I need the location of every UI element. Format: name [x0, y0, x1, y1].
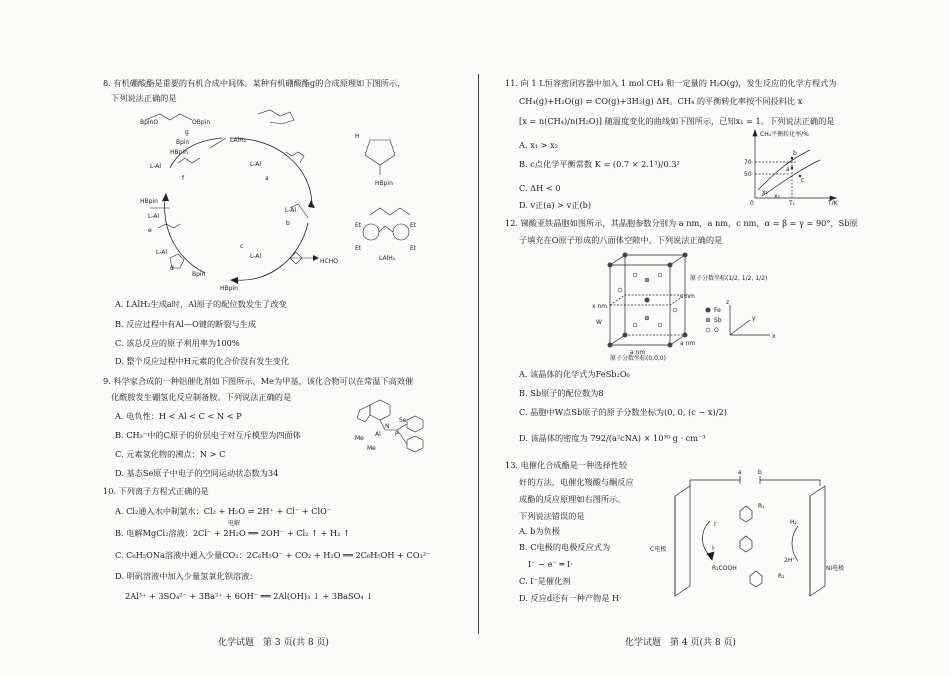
svg-text:Et: Et: [355, 245, 362, 252]
q11-option-a: A. x₁ > x₂: [519, 140, 558, 150]
svg-text:Et: Et: [355, 222, 362, 229]
q12-option-d: D. 该晶体的密度为 792/(a²cNA) × 10³⁰ g · cm⁻³: [519, 433, 706, 443]
q10-option-b: B. 电解MgCl₂溶液：2Cl⁻ + 2H₂O ══ 2OH⁻ + Cl₂ ↑ + H₂ ↑: [115, 528, 350, 538]
svg-text:Sb: Sb: [714, 317, 722, 324]
q9-option-c: C. 元素氢化物的沸点：N > C: [115, 449, 226, 459]
q9-option-a: A. 电负性：H < Al < C < N < P: [115, 411, 242, 421]
q8-option-b: B. 反应过程中有Al—O键的断裂与生成: [115, 319, 257, 329]
svg-text:HBpin: HBpin: [220, 285, 238, 292]
svg-text:Me: Me: [355, 435, 364, 442]
svg-text:x nm: x nm: [592, 303, 608, 310]
svg-text:Fe: Fe: [714, 307, 721, 314]
q11-stem-line2: CH₄(g)+H₂O(g) ⇌ CO(g)+3H₂(g) ΔH。CH₄ 的平衡转化率按不同投料比 x: [519, 96, 803, 106]
q11-option-b: B. c点化学平衡常数 K = (0.7 × 2.1³)/0.3²: [519, 159, 680, 169]
q11-option-c: C. ΔH < 0: [519, 183, 561, 193]
q10-stem: 10. 下列离子方程式正确的是: [103, 486, 209, 496]
q8-option-c: C. 该总反应的原子利用率为100%: [115, 338, 240, 348]
svg-text:Me: Me: [367, 445, 376, 452]
svg-text:Bpin: Bpin: [192, 271, 206, 278]
svg-text:L-Al: L-Al: [156, 249, 168, 256]
q12-stem-line2: 子填充在O原子形成的八面体空隙中。下列说法正确的是: [519, 235, 723, 245]
q13-line4: 下列说法错误的是: [519, 511, 585, 521]
svg-text:L-Al: L-Al: [148, 213, 160, 220]
svg-text:HBpin: HBpin: [375, 180, 393, 187]
q12-stem-line1: 12. 锑酸亚铁晶胞如图所示，其晶胞参数分别为 a nm，a nm，c nm，α = β = γ = 90°，Sb原: [505, 218, 858, 228]
svg-text:T/K: T/K: [828, 200, 838, 207]
svg-text:b: b: [793, 150, 797, 157]
svg-text:y: y: [752, 315, 756, 322]
q9-stem-line2: 化酰胺发生硼氢化反应制备胺。下列说法正确的是: [111, 392, 292, 402]
svg-text:d: d: [170, 265, 174, 272]
svg-text:L-Al: L-Al: [150, 163, 162, 170]
q8-option-d: D. 整个反应过程中H元素的化合价没有发生变化: [115, 356, 290, 366]
svg-text:R₂COOH: R₂COOH: [712, 565, 737, 572]
svg-text:O: O: [714, 327, 719, 334]
svg-text:H₂: H₂: [790, 519, 797, 526]
svg-text:HCHO: HCHO: [320, 258, 338, 265]
svg-text:BpinO: BpinO: [140, 119, 159, 126]
svg-text:I⁻: I⁻: [714, 521, 719, 528]
svg-text:x₂: x₂: [774, 193, 780, 200]
svg-text:c: c: [240, 243, 244, 250]
q9-option-b: B. CH₃⁻中的C原子的价层电子对互斥模型为四面体: [115, 430, 301, 440]
svg-text:Et: Et: [410, 245, 417, 252]
svg-text:L-Al: L-Al: [285, 207, 297, 214]
svg-text:N: N: [385, 423, 390, 430]
q8-stem-line1: 8. 有机硼酸酯是重要的有机合成中间体。某种有机硼酸酯g的合成原理如下图所示，: [103, 78, 406, 88]
q8-catalytic-cycle-diagram: [140, 108, 360, 298]
page-divider: [478, 74, 479, 634]
svg-text:g: g: [185, 129, 189, 136]
q13-electrolysis-diagram: [650, 466, 850, 606]
svg-text:f: f: [182, 175, 185, 182]
q12-option-a: A. 该晶体的化学式为FeSb₂O₆: [519, 369, 630, 379]
q13-option-a: A. b为负极: [519, 526, 560, 536]
svg-text:Al: Al: [375, 431, 381, 438]
svg-text:c: c: [801, 177, 805, 184]
q13-option-b-eq: I⁻ − e⁻ ═ I·: [528, 559, 573, 569]
svg-text:a: a: [786, 166, 790, 173]
right-footer: 化学试题 第 4 页(共 8 页): [625, 638, 736, 648]
svg-text:0: 0: [750, 200, 754, 207]
svg-text:Ni电极: Ni电极: [826, 565, 845, 572]
svg-text:R₂: R₂: [778, 573, 785, 580]
q8-option-a: A. LAlH₂生成a时，Al原子的配位数发生了改变: [115, 299, 287, 309]
svg-text:2H⁺: 2H⁺: [784, 557, 796, 564]
q10-option-d-equation: 2Al³⁺ + 3SO₄²⁻ + 3Ba²⁺ + 6OH⁻ ══ 2Al(OH)₃ ↓ + 3BaSO₄ ↓: [125, 591, 374, 601]
q11-stem-line1: 11. 向 1 L恒容密闭容器中加入 1 mol CH₄ 和一定量的 H₂O(g)，发生反应的化学方程式为: [505, 78, 837, 88]
svg-text:Se: Se: [399, 417, 407, 424]
svg-text:x: x: [772, 333, 776, 340]
svg-text:H: H: [355, 133, 360, 140]
q9-catalyst-structure: [355, 400, 435, 470]
svg-text:L-Al: L-Al: [250, 161, 262, 168]
svg-text:b: b: [758, 469, 762, 476]
svg-text:e: e: [148, 227, 152, 234]
q8-stem-line2: 下列说法正确的是: [111, 93, 177, 103]
svg-text:a: a: [265, 175, 269, 182]
svg-text:a nm: a nm: [630, 349, 646, 356]
svg-text:CH₄平衡转化率/%: CH₄平衡转化率/%: [760, 131, 809, 138]
q9-option-d: D. 基态Se原子中电子的空间运动状态数为34: [115, 468, 279, 478]
q11-conversion-graph: [740, 128, 840, 206]
svg-text:50: 50: [744, 171, 752, 178]
q12-option-c: C. 晶胞中W点Sb原子的原子分数坐标为(0, 0, (c − x)/2): [519, 407, 727, 417]
svg-text:L-Al: L-Al: [250, 253, 262, 260]
svg-text:a: a: [738, 469, 742, 476]
q10-option-b-condition: 电解: [228, 520, 241, 527]
svg-text:HBpin: HBpin: [170, 149, 188, 156]
q11-option-d: D. v正(a) > v正(b): [519, 200, 592, 210]
svg-text:70: 70: [744, 159, 752, 166]
svg-text:I·: I·: [712, 545, 716, 552]
q13-line1: 13. 电催化合成酯是一种选择性较: [505, 460, 628, 470]
svg-text:c nm: c nm: [680, 293, 695, 300]
q13-option-b: B. C电极的电极反应式为: [519, 542, 611, 552]
svg-text:a nm: a nm: [680, 340, 696, 347]
svg-text:Bpin: Bpin: [176, 139, 190, 146]
q11-stem-line3: [x = n(CH₄)/n(H₂O)] 随温度变化的曲线如下图所示，已知x₁ = 1。下列说法正确的是: [519, 116, 835, 126]
svg-text:LAlH₂: LAlH₂: [230, 137, 247, 144]
q12-option-b: B. Sb原子的配位数为8: [519, 388, 604, 398]
svg-text:b: b: [286, 220, 290, 227]
svg-text:LAlH₂: LAlH₂: [379, 255, 396, 262]
svg-text:W: W: [596, 319, 602, 326]
q13-option-d: D. 反应d还有一种产物是 H·: [519, 593, 622, 603]
q10-option-c: C. C₆H₅ONa溶液中通入少量CO₂：2C₆H₅O⁻ + CO₂ + H₂O ══ 2C₆H₅OH + CO₃²⁻: [115, 550, 431, 560]
q13-line2: 好的方法，电催化羧酸与酮反应: [519, 477, 634, 487]
svg-text:x₁: x₁: [762, 189, 768, 196]
q10-option-d: D. 明矾溶液中加入少量氢氧化钡溶液：: [115, 571, 258, 581]
svg-text:Et: Et: [410, 222, 417, 229]
svg-text:原子分数坐标(1/2, 1/2, 1/2): 原子分数坐标(1/2, 1/2, 1/2): [690, 275, 768, 282]
svg-text:z: z: [726, 299, 730, 306]
svg-text:HBpin: HBpin: [140, 198, 158, 205]
svg-text:R₁: R₁: [758, 503, 765, 510]
q10-option-a: A. Cl₂通入水中制氯水：Cl₂ + H₂O ⇌ 2H⁺ + Cl⁻ + ClO⁻: [115, 506, 332, 516]
q8-reagent-structures: [355, 130, 425, 270]
svg-text:T₁: T₁: [789, 200, 796, 207]
svg-text:P: P: [395, 431, 399, 438]
q13-option-c: C. I⁻是催化剂: [519, 576, 571, 586]
svg-text:原子分数坐标(0,0,0): 原子分数坐标(0,0,0): [610, 355, 666, 362]
q13-line3: 成酯的反应原理如右图所示。: [519, 494, 626, 504]
svg-text:C电极: C电极: [650, 546, 667, 553]
svg-text:OBpin: OBpin: [192, 119, 211, 126]
q9-stem-line1: 9. 科学家合成的一种铝催化剂如下图所示，Me为甲基，该化合物可以在常温下高效催: [103, 376, 414, 386]
left-footer: 化学试题 第 3 页(共 8 页): [218, 638, 329, 648]
q12-unit-cell-diagram: [590, 250, 790, 365]
